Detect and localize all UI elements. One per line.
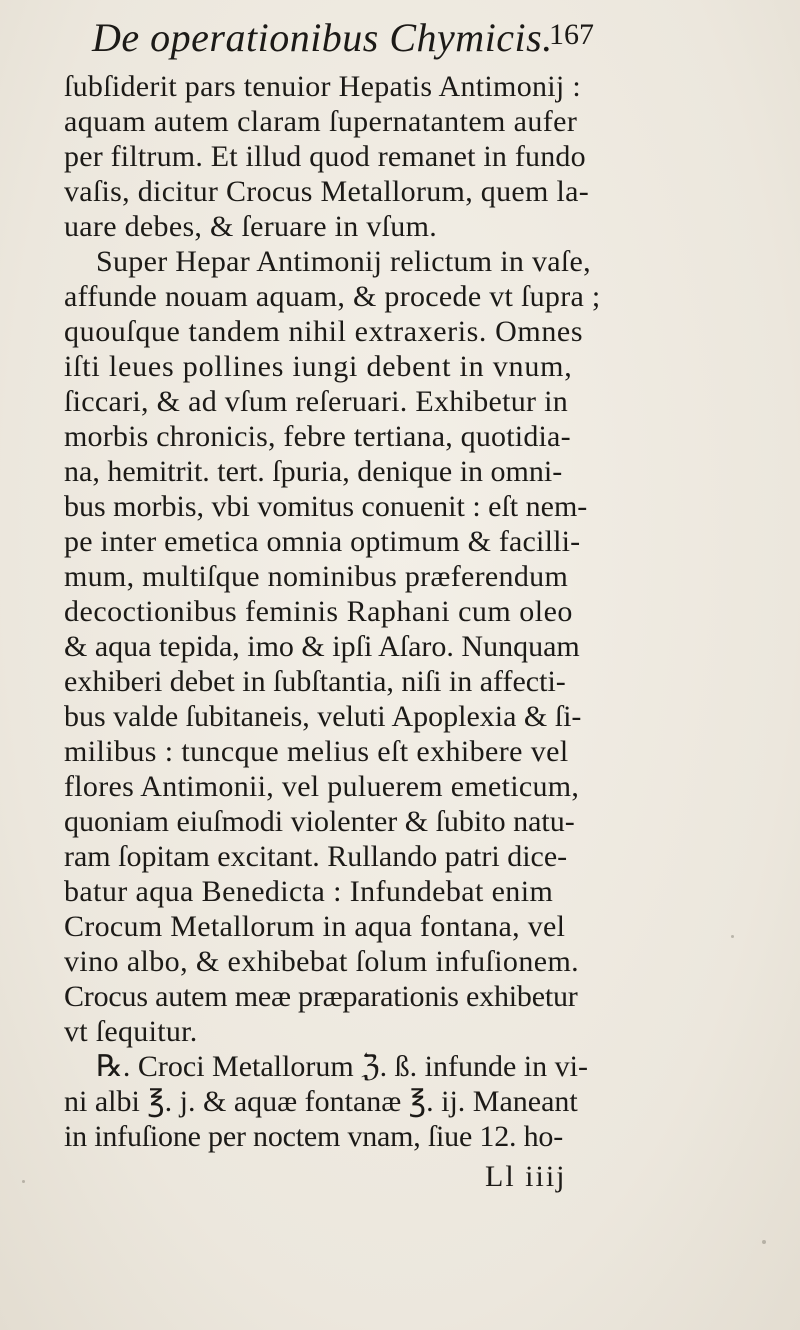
ink-speck — [762, 1240, 766, 1244]
text-line: quoniam eiuſmodi violenter & ſubito natu- — [64, 805, 575, 838]
text-line: iſti leues pollines iungi debent in vnum, — [64, 350, 573, 383]
text-line: ſiccari, & ad vſum reſeruari. Exhibetur in — [64, 385, 569, 418]
text-line: vt ſequitur. — [64, 1015, 198, 1048]
ink-speck — [731, 935, 734, 938]
text-line: ℞. Croci Metallorum ℨ. ß. infunde in vi- — [96, 1050, 588, 1083]
text-line: vaſis, dicitur Crocus Metallorum, quem la- — [64, 175, 589, 208]
text-line: decoctionibus feminis Raphani cum oleo — [64, 595, 573, 628]
text-line: ram ſopitam excitant. Rullando patri dice- — [64, 840, 568, 873]
text-line: & aqua tepida, imo & ipſi Aſaro. Nunquam — [64, 630, 580, 663]
text-line: pe inter emetica omnia optimum & facilli- — [64, 525, 581, 558]
text-line: bus morbis, vbi vomitus conuenit : eſt nem- — [64, 490, 588, 523]
text-line: na, hemitrit. tert. ſpuria, denique in omni- — [64, 455, 563, 488]
text-line: Crocus autem meæ præparationis exhibetur — [64, 980, 578, 1013]
text-line: Crocum Metallorum in aqua fontana, vel — [64, 910, 566, 943]
text-line: milibus : tuncque melius eſt exhibere vel — [64, 735, 569, 768]
text-line: uare debes, & ſeruare in vſum. — [64, 210, 438, 243]
page-header — [92, 14, 732, 66]
text-line: exhiberi debet in ſubſtantia, niſi in affecti- — [64, 665, 566, 698]
text-line: per filtrum. Et illud quod remanet in fundo — [64, 140, 586, 173]
ink-speck — [22, 1180, 25, 1183]
page-number: 167 — [549, 18, 594, 51]
text-line: flores Antimonii, vel puluerem emeticum, — [64, 770, 580, 803]
text-line: bus valde ſubitaneis, veluti Apoplexia & ſi- — [64, 700, 582, 733]
text-line: aquam autem claram ſupernatantem aufer — [64, 105, 578, 138]
text-line: batur aqua Benedicta : Infundebat enim — [64, 875, 554, 908]
signature-mark: Ll iiij — [485, 1160, 567, 1193]
text-line: vino albo, & exhibebat ſolum infuſionem. — [64, 945, 580, 978]
text-line: affunde nouam aquam, & procede vt ſupra ; — [64, 280, 601, 313]
text-line: morbis chronicis, febre tertiana, quotidia- — [64, 420, 571, 453]
text-line: quouſque tandem nihil extraxeris. Omnes — [64, 315, 584, 348]
text-line: in infuſione per noctem vnam, ſiue 12. ho- — [64, 1120, 563, 1153]
text-line: ſubſiderit pars tenuior Hepatis Antimonij : — [64, 70, 581, 103]
text-line: mum, multiſque nominibus præferendum — [64, 560, 569, 593]
running-head: De operationibus Chymicis. — [92, 15, 553, 60]
text-line: Super Hepar Antimonij relictum in vaſe, — [96, 245, 591, 278]
text-line: ni albi ℥. j. & aquæ fontanæ ℥. ij. Maneant — [64, 1085, 578, 1118]
